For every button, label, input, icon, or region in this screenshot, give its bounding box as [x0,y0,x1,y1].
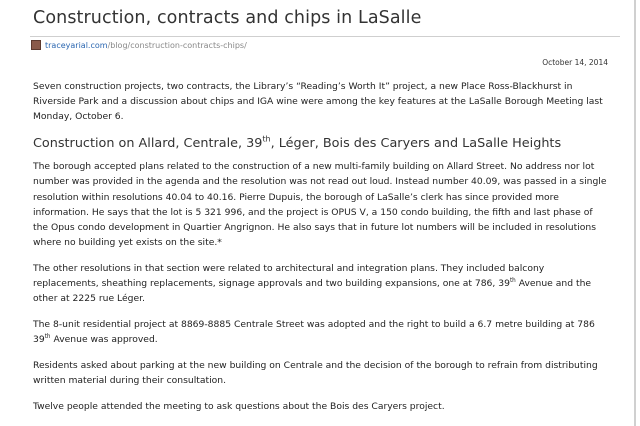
source-domain: traceyarial.com [45,40,108,50]
publish-date: October 14, 2014 [542,58,608,67]
site-favicon-icon [31,40,41,50]
paragraph-other-resolutions [33,261,608,307]
p2-post: Avenue and the other at 2225 rue Léger. [33,278,592,305]
article-body [33,79,608,424]
title-divider [30,36,620,37]
p2-pre: The other resolutions in that section were related to architectural and integration plans. They included balcony replacements, sheathing replacements, signage approvals and two building expansions, one at 786, 39 [33,262,545,290]
paragraph-attendance: Twelve people attended the meeting to ask questions about the Bois des Caryers project. [33,400,445,412]
section-heading-sup: th [262,134,271,144]
p3-pre: The 8-unit residential project at 8869-8885 Centrale Street was adopted and the right to build a 6.7 metre building at 786 39 [33,318,595,346]
page-title: Construction, contracts and chips in LaSalle [33,8,422,28]
paragraph-parking: Residents asked about parking at the new building on Centrale and the decision of the borough to refrain from distributing written material during their consultation. [33,359,598,387]
source-path: /blog/construction-contracts-chips/ [107,40,247,50]
section-heading-post: , Léger, Bois des Caryers and LaSalle Heights [270,136,562,152]
intro-paragraph: Seven construction projects, two contracts, the Library’s “Reading’s Worth It” project, a new Place Ross-Blackhurst in Riverside Park and a discussion about chips and IGA wine were among the key features at the LaSalle Borough Meeting last Monday, October 6. [33,81,603,123]
p3-sup: th [44,334,51,341]
p2-sup: th [509,277,516,284]
source-link[interactable] [45,41,247,50]
paragraph-allard: The borough accepted plans related to the construction of a new multi-family building on Allard Street. No address nor lot number was provided in the agenda and the resolution was not read out loud. Instead number 40.09, was passed in a single resolution within resolutions 40.04 to 40.16. Pierre Dupuis, the borough of LaSalle’s clerk has since provided more information. He says that the lot is 5 321 996, and the project is OPUS V, a 150 condo building, the fifth and last phase of the Opus condo development in Quartier Angrignon. He also says that in future lot numbers will be included in resolutions where no building yet exists on the site.* [33,161,607,249]
p3-post: Avenue was approved. [50,334,158,346]
section-heading-pre: Construction on Allard, Centrale, 39 [33,136,263,152]
section-heading [33,135,608,153]
source-line [31,40,247,50]
paragraph-centrale [33,317,608,347]
